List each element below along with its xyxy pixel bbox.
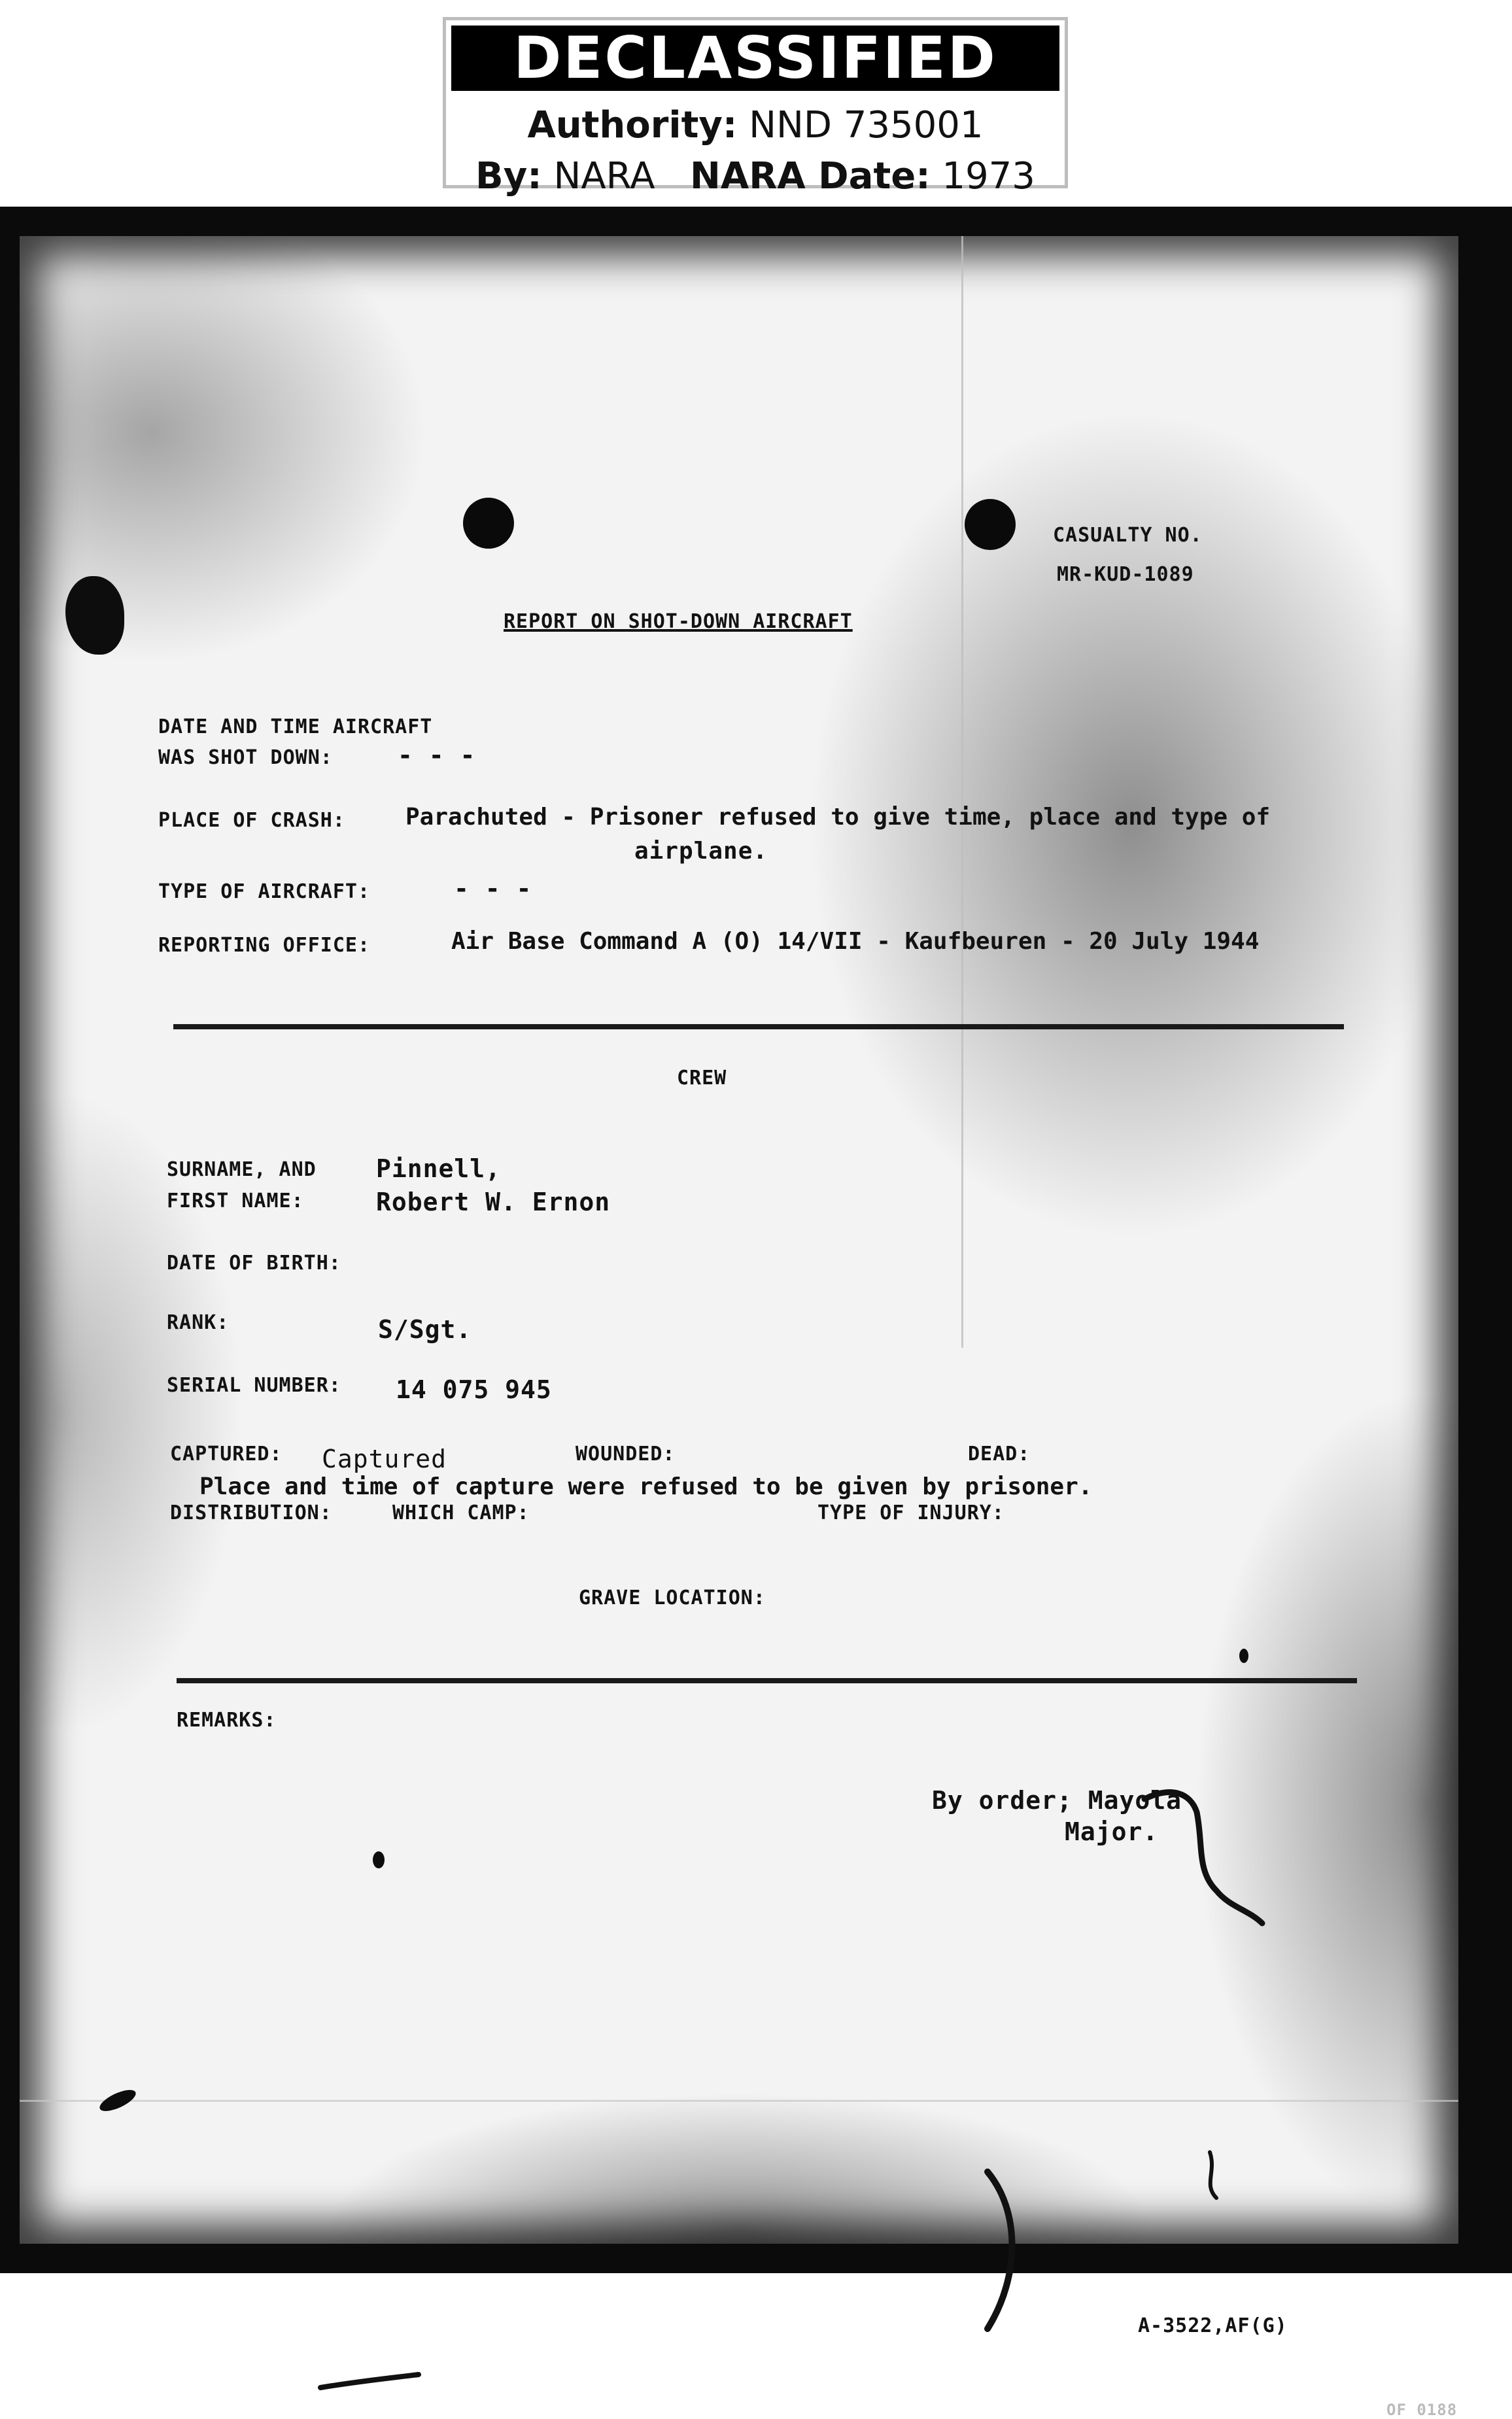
stamp-by-value: NARA [553,155,655,197]
corner-code: OF 0188 [1386,2401,1458,2419]
distribution-label: DISTRIBUTION: [170,1501,332,1524]
dob-label: DATE OF BIRTH: [167,1252,341,1275]
ink-speck-2 [373,1851,385,1868]
surname-value: Pinnell, [376,1154,502,1183]
document-sheet [20,236,1458,2419]
date-time-value: - - - [398,741,476,770]
captured-label: CAPTURED: [170,1443,283,1466]
type-injury-label: TYPE OF INJURY: [817,1501,1005,1524]
serial-label: SERIAL NUMBER: [167,1374,341,1397]
stamp-title: DECLASSIFIED [451,26,1059,91]
place-value-line-1: Parachuted - Prisoner refused to give time, place and type of [405,804,1271,831]
pen-stroke-line [320,2375,419,2388]
stamp-by-label: By: [475,155,542,197]
stamp-date-label: NARA Date: [690,155,931,197]
date-time-label-2: WAS SHOT DOWN: [158,746,333,769]
place-label: PLACE OF CRASH: [158,809,345,832]
document-title: REPORT ON SHOT-DOWN AIRCRAFT [504,610,853,633]
ink-speck-3 [1239,1649,1248,1663]
remarks-label: REMARKS: [177,1709,277,1732]
reporting-value: Air Base Command A (O) 14/VII - Kaufbeuren - 20 July 1944 [451,928,1260,955]
type-label: TYPE OF AIRCRAFT: [158,880,371,903]
first-name-value: Robert W. Ernon [376,1188,611,1216]
stamp-date-value: 1973 [942,155,1035,197]
surname-label-1: SURNAME, AND [167,1158,317,1181]
wounded-label: WOUNDED: [576,1443,676,1466]
casualty-no-value: MR-KUD-1089 [1057,563,1194,586]
signature-stroke [1144,1793,1262,1923]
date-time-label-1: DATE AND TIME AIRCRAFT [158,715,433,738]
signer-rank: Major. [1065,1817,1159,1846]
footer-code: A-3522,AF(G) [1138,2314,1288,2337]
scanned-page [0,207,1512,2419]
rank-value: S/Sgt. [378,1315,472,1344]
serial-value: 14 075 945 [396,1375,552,1404]
stamp-by-row [446,155,1065,197]
crew-heading: CREW [677,1067,727,1089]
stamp-authority-row [446,104,1065,146]
type-value: - - - [454,874,532,903]
captured-value: Captured [322,1445,447,1473]
rank-label: RANK: [167,1311,230,1334]
by-order-text: By order; Mayola [932,1786,1182,1815]
surname-label-2: FIRST NAME: [167,1190,304,1212]
dead-label: DEAD: [968,1443,1031,1466]
place-value-line-2: airplane. [634,838,768,865]
grave-location-label: GRAVE LOCATION: [579,1587,766,1609]
stamp-authority-label: Authority: [527,104,738,146]
which-camp-label: WHICH CAMP: [392,1501,530,1524]
declassified-stamp [443,17,1068,197]
pen-stroke-small [1210,2152,1216,2198]
stamp-authority-value: NND 735001 [749,104,984,146]
capture-note: Place and time of capture were refused to be given by prisoner. [199,1473,1093,1500]
pen-stroke-curve [988,2172,1012,2329]
casualty-no-label: CASUALTY NO. [1053,524,1203,547]
ink-marks [20,236,1458,2244]
reporting-label: REPORTING OFFICE: [158,934,371,957]
